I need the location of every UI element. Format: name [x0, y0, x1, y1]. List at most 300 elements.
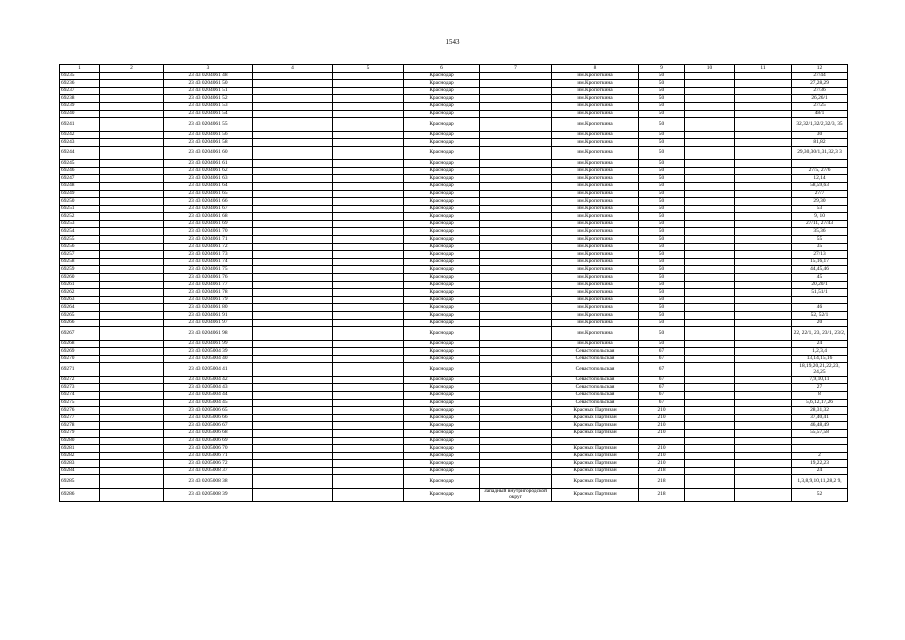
table-row	[60, 258, 848, 266]
table-cell: 23 43 0204061 55	[164, 118, 253, 131]
table-cell: 15,16,17	[792, 258, 848, 266]
table-cell: Красных Партизан	[552, 467, 639, 475]
table-cell: им.Кропоткина	[552, 131, 639, 139]
table-cell	[685, 198, 735, 206]
table-cell: 69272	[60, 376, 100, 384]
header-cell: 2	[100, 65, 164, 73]
table-cell	[253, 414, 333, 422]
table-cell: 35,36	[792, 228, 848, 236]
table-cell: Краснодар	[404, 445, 480, 453]
table-cell: 23 43 0204061 71	[164, 236, 253, 244]
table-cell	[253, 422, 333, 430]
table-cell	[685, 376, 735, 384]
table-cell: 50	[639, 312, 685, 320]
table-cell: Краснодар	[404, 407, 480, 415]
table-cell	[253, 131, 333, 139]
table-cell: 69260	[60, 274, 100, 282]
table-cell	[100, 167, 164, 175]
table-cell	[100, 198, 164, 206]
table-cell: Краснодар	[404, 355, 480, 363]
table-cell: 210	[639, 407, 685, 415]
table-cell	[735, 118, 792, 131]
table-cell: Краснодар	[404, 175, 480, 183]
table-cell	[253, 460, 333, 468]
table-cell	[253, 445, 333, 453]
table-cell: 50	[639, 266, 685, 274]
table-cell	[685, 87, 735, 95]
table-cell	[685, 327, 735, 340]
table-cell: 67	[639, 376, 685, 384]
table-cell	[100, 102, 164, 110]
table-cell: 23 43 0204061 74	[164, 258, 253, 266]
table-cell: 51,51/1	[792, 289, 848, 297]
table-cell	[735, 363, 792, 376]
table-row	[60, 131, 848, 139]
table-cell: им.Кропоткина	[552, 213, 639, 221]
table-cell	[685, 167, 735, 175]
table-cell	[735, 160, 792, 168]
table-cell: 50	[639, 131, 685, 139]
table-cell: Красных Партизан	[552, 445, 639, 453]
table-cell: Краснодар	[404, 198, 480, 206]
table-cell	[735, 319, 792, 327]
table-cell	[100, 146, 164, 159]
table-cell: 27/25	[792, 102, 848, 110]
table-cell: 23 43 0204061 79	[164, 296, 253, 304]
table-cell: 69282	[60, 452, 100, 460]
table-cell: 27/11, 27/43	[792, 220, 848, 228]
table-cell: 23 43 0205006 67	[164, 422, 253, 430]
table-cell	[100, 355, 164, 363]
table-cell: 69240	[60, 110, 100, 118]
table-cell	[685, 363, 735, 376]
table-cell	[685, 348, 735, 356]
table-row	[60, 363, 848, 376]
table-cell	[253, 146, 333, 159]
table-cell: им.Кропоткина	[552, 72, 639, 80]
table-cell: 30	[792, 131, 848, 139]
table-cell	[685, 220, 735, 228]
table-cell	[685, 182, 735, 190]
table-cell	[253, 407, 333, 415]
table-cell: 50	[639, 182, 685, 190]
table-cell	[685, 102, 735, 110]
table-cell	[253, 475, 333, 488]
table-cell	[253, 80, 333, 88]
table-cell	[100, 475, 164, 488]
table-cell	[333, 281, 404, 289]
table-cell: Краснодар	[404, 228, 480, 236]
table-cell	[685, 236, 735, 244]
table-cell	[100, 391, 164, 399]
table-cell	[685, 146, 735, 159]
table-cell	[480, 340, 552, 348]
table-cell: 55,57,58	[792, 429, 848, 437]
table-row	[60, 243, 848, 251]
table-cell: Красных Партизан	[552, 407, 639, 415]
table-cell: 23 43 0204061 58	[164, 139, 253, 147]
table-cell: 67	[639, 384, 685, 392]
table-cell: Краснодар	[404, 429, 480, 437]
table-cell: Краснодар	[404, 243, 480, 251]
table-cell: 23 43 0204061 80	[164, 304, 253, 312]
table-cell: 69257	[60, 251, 100, 259]
table-cell	[480, 437, 552, 445]
table-cell: 22, 22/1, 23, 23/1, 23/2,	[792, 327, 848, 340]
table-cell: 9, 10	[792, 213, 848, 221]
table-cell: 69286	[60, 488, 100, 501]
table-cell	[100, 429, 164, 437]
table-cell	[253, 118, 333, 131]
table-cell	[333, 118, 404, 131]
table-cell	[100, 296, 164, 304]
table-row	[60, 304, 848, 312]
table-cell: 23 43 0204061 54	[164, 110, 253, 118]
table-cell	[333, 407, 404, 415]
table-cell: им.Кропоткина	[552, 258, 639, 266]
table-cell	[792, 437, 848, 445]
table-cell: 23 43 0204061 72	[164, 243, 253, 251]
table-cell	[735, 355, 792, 363]
table-cell	[100, 467, 164, 475]
table-cell: 29,30	[792, 198, 848, 206]
table-cell	[480, 110, 552, 118]
table-cell	[333, 437, 404, 445]
table-cell	[480, 72, 552, 80]
table-cell	[333, 146, 404, 159]
table-cell: 23 43 0204061 99	[164, 340, 253, 348]
table-cell: 50	[639, 251, 685, 259]
table-cell	[480, 391, 552, 399]
table-cell	[100, 363, 164, 376]
table-cell	[333, 445, 404, 453]
table-cell: 23 43 0204061 69	[164, 220, 253, 228]
table-cell	[333, 304, 404, 312]
table-cell: Севастопольская	[552, 355, 639, 363]
table-cell	[735, 475, 792, 488]
table-cell: 218	[639, 475, 685, 488]
table-cell: им.Кропоткина	[552, 312, 639, 320]
table-cell	[100, 110, 164, 118]
table-cell: 50	[639, 198, 685, 206]
table-cell	[735, 327, 792, 340]
table-cell	[480, 205, 552, 213]
table-cell: Краснодар	[404, 87, 480, 95]
table-cell	[100, 304, 164, 312]
table-cell: Краснодар	[404, 475, 480, 488]
table-cell: 52	[792, 488, 848, 501]
table-cell: 23 43 0205004 44	[164, 391, 253, 399]
table-cell: Севастопольская	[552, 376, 639, 384]
table-cell: Краснодар	[404, 327, 480, 340]
table-cell	[735, 175, 792, 183]
table-cell	[333, 72, 404, 80]
table-cell	[685, 118, 735, 131]
table-cell	[100, 348, 164, 356]
table-cell: Краснодар	[404, 384, 480, 392]
table-cell: им.Кропоткина	[552, 327, 639, 340]
table-cell	[100, 452, 164, 460]
table-body	[60, 65, 848, 502]
table-cell	[253, 384, 333, 392]
table-cell	[333, 266, 404, 274]
table-cell: им.Кропоткина	[552, 198, 639, 206]
table-cell	[685, 289, 735, 297]
table-cell: 69265	[60, 312, 100, 320]
table-cell: 50	[639, 139, 685, 147]
table-cell	[685, 228, 735, 236]
table-cell	[480, 452, 552, 460]
table-cell	[735, 445, 792, 453]
table-cell	[735, 348, 792, 356]
table-cell	[253, 213, 333, 221]
table-cell: Краснодар	[404, 258, 480, 266]
header-cell: 3	[164, 65, 253, 73]
table-cell: 27/7	[792, 190, 848, 198]
table-cell: 50	[639, 80, 685, 88]
table-row	[60, 475, 848, 488]
table-row	[60, 319, 848, 327]
table-cell	[253, 72, 333, 80]
table-cell	[253, 251, 333, 259]
table-row	[60, 251, 848, 259]
table-cell: им.Кропоткина	[552, 251, 639, 259]
table-cell	[253, 220, 333, 228]
table-cell: им.Кропоткина	[552, 266, 639, 274]
table-cell: 23 43 0204061 98	[164, 327, 253, 340]
table-cell: 67	[639, 363, 685, 376]
table-cell	[333, 167, 404, 175]
table-cell: 24	[792, 467, 848, 475]
table-cell: 23 43 0205004 39	[164, 348, 253, 356]
table-cell	[253, 160, 333, 168]
table-cell: Краснодар	[404, 139, 480, 147]
table-cell	[100, 251, 164, 259]
table-cell	[735, 414, 792, 422]
table-cell	[735, 72, 792, 80]
table-cell	[480, 327, 552, 340]
table-cell	[480, 258, 552, 266]
table-cell: 69271	[60, 363, 100, 376]
table-cell: им.Кропоткина	[552, 274, 639, 282]
table-cell: 50	[639, 296, 685, 304]
table-cell	[100, 95, 164, 103]
table-cell	[333, 175, 404, 183]
table-cell: 27/36	[792, 87, 848, 95]
table-row	[60, 422, 848, 430]
table-cell: Краснодар	[404, 422, 480, 430]
table-cell: Краснодар	[404, 414, 480, 422]
table-cell: 69267	[60, 327, 100, 340]
table-cell	[480, 175, 552, 183]
table-cell	[333, 220, 404, 228]
table-cell	[333, 87, 404, 95]
table-cell	[333, 312, 404, 320]
table-cell	[480, 243, 552, 251]
table-cell	[100, 258, 164, 266]
table-cell: 50	[639, 72, 685, 80]
table-cell	[685, 391, 735, 399]
table-cell	[735, 110, 792, 118]
table-cell: 23 43 0205004 40	[164, 355, 253, 363]
table-cell: 69253	[60, 220, 100, 228]
table-cell	[333, 327, 404, 340]
table-cell	[480, 167, 552, 175]
table-cell	[480, 281, 552, 289]
table-cell: 50	[639, 281, 685, 289]
table-cell: 50	[639, 213, 685, 221]
table-cell: 69235	[60, 72, 100, 80]
table-cell: Севастопольская	[552, 363, 639, 376]
table-cell: 69269	[60, 348, 100, 356]
header-cell: 4	[253, 65, 333, 73]
table-cell	[333, 213, 404, 221]
table-cell	[735, 190, 792, 198]
table-cell: им.Кропоткина	[552, 146, 639, 159]
table-cell	[685, 355, 735, 363]
table-cell: 23 43 0205006 71	[164, 452, 253, 460]
table-cell	[333, 429, 404, 437]
table-cell	[685, 139, 735, 147]
table-row	[60, 110, 848, 118]
table-cell: Краснодар	[404, 160, 480, 168]
table-cell	[735, 488, 792, 501]
table-cell	[253, 312, 333, 320]
table-cell	[333, 139, 404, 147]
table-cell: 69261	[60, 281, 100, 289]
table-cell	[253, 467, 333, 475]
table-cell: Краснодар	[404, 363, 480, 376]
table-cell: 23 43 0205006 69	[164, 437, 253, 445]
table-row	[60, 274, 848, 282]
table-row	[60, 407, 848, 415]
table-cell	[480, 131, 552, 139]
table-cell	[735, 289, 792, 297]
table-cell: Краснодар	[404, 348, 480, 356]
table-cell	[253, 355, 333, 363]
table-cell	[735, 139, 792, 147]
table-cell: Краснодар	[404, 236, 480, 244]
table-cell: 69256	[60, 243, 100, 251]
table-cell: 69244	[60, 146, 100, 159]
table-cell	[100, 87, 164, 95]
table-cell: 69276	[60, 407, 100, 415]
table-cell: Краснодар	[404, 399, 480, 407]
table-cell: Краснодар	[404, 319, 480, 327]
table-row	[60, 445, 848, 453]
table-cell	[333, 391, 404, 399]
table-cell	[333, 258, 404, 266]
table-cell: 50	[639, 146, 685, 159]
table-cell	[100, 190, 164, 198]
table-cell	[253, 175, 333, 183]
table-cell: 23 43 0205006 68	[164, 429, 253, 437]
table-cell: 55	[792, 236, 848, 244]
table-cell	[100, 488, 164, 501]
table-cell: Севастопольская	[552, 391, 639, 399]
table-cell	[100, 213, 164, 221]
table-cell	[100, 422, 164, 430]
table-cell	[735, 296, 792, 304]
table-cell	[685, 110, 735, 118]
table-cell	[480, 139, 552, 147]
table-row	[60, 72, 848, 80]
table-cell: им.Кропоткина	[552, 296, 639, 304]
table-cell: им.Кропоткина	[552, 182, 639, 190]
table-cell: Красных Партизан	[552, 422, 639, 430]
table-cell	[253, 391, 333, 399]
table-cell: 69280	[60, 437, 100, 445]
table-cell: 1,2,3,4	[792, 348, 848, 356]
table-cell: 27,28,29	[792, 80, 848, 88]
table-row	[60, 236, 848, 244]
table-cell: 13,14,15,16	[792, 355, 848, 363]
table-cell: 218	[639, 467, 685, 475]
table-cell: им.Кропоткина	[552, 95, 639, 103]
table-cell: 50	[639, 274, 685, 282]
table-cell: 37,40,41	[792, 414, 848, 422]
table-cell: 27/44	[792, 72, 848, 80]
table-cell	[253, 228, 333, 236]
table-row	[60, 327, 848, 340]
table-cell: Краснодар	[404, 437, 480, 445]
table-cell: им.Кропоткина	[552, 289, 639, 297]
table-cell	[735, 258, 792, 266]
table-cell: Севастопольская	[552, 399, 639, 407]
table-cell	[333, 110, 404, 118]
table-cell: 50	[639, 190, 685, 198]
table-cell: Красных Партизан	[552, 452, 639, 460]
table-cell: им.Кропоткина	[552, 220, 639, 228]
table-cell: 69278	[60, 422, 100, 430]
table-cell: 210	[639, 452, 685, 460]
table-cell	[685, 319, 735, 327]
table-cell: Краснодар	[404, 312, 480, 320]
table-cell: Севастопольская	[552, 348, 639, 356]
table-cell	[685, 205, 735, 213]
table-cell: 69238	[60, 95, 100, 103]
table-cell: 69266	[60, 319, 100, 327]
table-cell	[735, 266, 792, 274]
table-cell: 69248	[60, 182, 100, 190]
table-cell	[333, 80, 404, 88]
table-cell	[480, 95, 552, 103]
table-cell	[685, 304, 735, 312]
table-row	[60, 414, 848, 422]
table-cell	[480, 160, 552, 168]
table-cell	[480, 460, 552, 468]
table-row	[60, 488, 848, 501]
table-cell	[735, 243, 792, 251]
table-cell: 67	[639, 355, 685, 363]
table-cell	[685, 340, 735, 348]
table-cell	[100, 445, 164, 453]
table-cell: 27/13	[792, 251, 848, 259]
table-cell	[253, 102, 333, 110]
table-cell	[333, 289, 404, 297]
table-cell: 52, 52/1	[792, 312, 848, 320]
table-cell	[100, 236, 164, 244]
table-cell: 12,14	[792, 175, 848, 183]
table-row	[60, 266, 848, 274]
table-cell: 69237	[60, 87, 100, 95]
table-row	[60, 198, 848, 206]
table-row	[60, 467, 848, 475]
table-cell	[685, 445, 735, 453]
table-cell: Краснодар	[404, 167, 480, 175]
table-cell: 50	[639, 87, 685, 95]
table-cell	[735, 429, 792, 437]
